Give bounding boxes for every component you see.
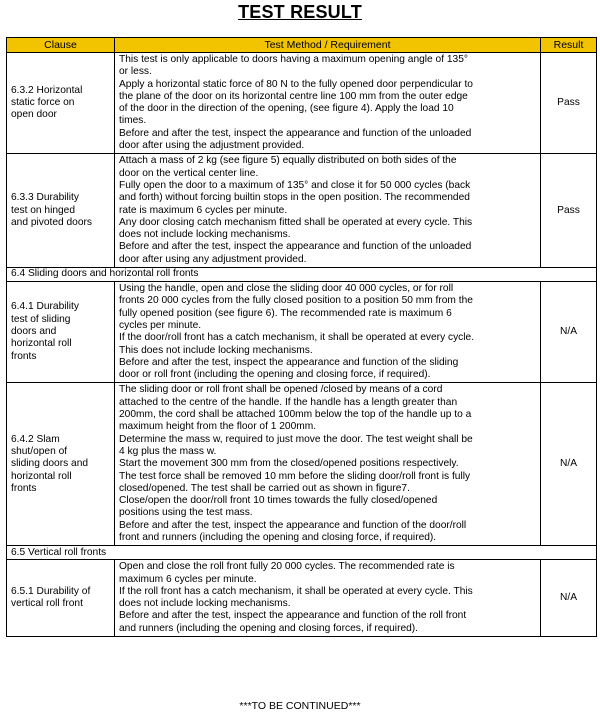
clause-line: static force on [11,97,75,109]
table-header-row [7,38,597,53]
clause-cell [7,53,115,154]
method-line: If the door/roll front has a catch mechanism, it shall be operated at every cycle. [119,332,475,344]
method-line: The sliding door or roll front shall be opened /closed by means of a cord [119,384,443,396]
table-row [7,53,597,154]
clause-line: sliding doors and [11,458,89,470]
method-line: and runners (including the opening and closing forces, if required). [119,622,419,634]
clause-line: 6.3.2 Horizontal [11,84,83,96]
clause-line: shut/open of [11,445,68,457]
result-cell: N/A [541,560,597,637]
method-line: door after using the adjustment provided. [119,140,305,152]
method-line: Using the handle, open and close the sliding door 40 000 cycles, or for roll [119,283,454,295]
method-line: Start the movement 300 mm from the closed/opened positions respectively. [119,458,459,470]
table-row [7,383,597,546]
method-line: positions using the test mass. [119,507,253,519]
continuation-note: ***TO BE CONTINUED*** [239,700,361,712]
clause-line: open door [11,109,57,121]
clause-line: fronts [11,350,37,362]
clause-cell [7,560,115,637]
clause-line: horizontal roll [11,470,72,482]
method-line: Determine the mass w, required to just move the door. The test weight shall be [119,433,473,445]
clause-line: and pivoted doors [11,216,92,228]
method-line: If the roll front has a catch mechanism, it shall be operated at every cycle. This [119,585,473,597]
clause-line: horizontal roll [11,338,72,350]
clause-line: 6.5.1 Durability of [11,585,91,597]
method-line: attached to the centre of the handle. If the handle has a length greater than [119,396,458,408]
method-line: Before and after the test, inspect the appearance and function of the roll front [119,610,467,622]
method-line: Attach a mass of 2 kg (see figure 5) equally distributed on both sides of the [119,155,457,167]
section-heading: 6.4 Sliding doors and horizontal roll fronts [7,268,597,282]
method-cell [115,53,541,154]
method-line: 200mm, the cord shall be attached 100mm below the top of the handle up to a [119,409,472,421]
method-line: and forth) without forcing builtin stops in the open position. The recommended [119,192,470,204]
clause-line: test of sliding [11,313,71,325]
method-cell [115,154,541,268]
method-line: cycles per minute. [119,319,202,331]
clause-line: 6.3.3 Durability [11,192,79,204]
method-line: of the door in the direction of the opening, (see figure 4). Apply the load 10 [119,103,454,115]
method-line: maximum 6 cycles per minute. [119,573,257,585]
section-heading: 6.5 Vertical roll fronts [7,546,597,560]
method-cell [115,560,541,637]
table-row [7,282,597,383]
method-line: or less. [119,66,152,78]
section-row [7,546,597,560]
method-line: closed/opened. The test shall be carried out as shown in figure7. [119,482,410,494]
method-line: times. [119,115,147,127]
clause-line: 6.4.2 Slam [11,433,60,445]
method-line: Before and after the test, inspect the appearance and function of the unloaded [119,241,472,253]
method-line: Before and after the test, inspect the appearance and function of the sliding [119,356,459,368]
clause-line: 6.4.1 Durability [11,301,79,313]
column-header-method: Test Method / Requirement [115,38,541,53]
clause-line: fronts [11,482,37,494]
method-line: Fully open the door to a maximum of 135° and close it for 50 000 cycles (back [119,179,471,191]
result-cell: Pass [541,53,597,154]
method-line: does not include locking mechanisms. [119,229,291,241]
method-line: Before and after the test, inspect the appearance and function of the unloaded [119,127,472,139]
clause-cell [7,383,115,546]
method-line: This does not include locking mechanisms. [119,344,313,356]
method-line: Apply a horizontal static force of 80 N to the fully opened door perpendicular to [119,78,473,90]
page-title: TEST RESULT [238,2,362,22]
clause-line: test on hinged [11,204,76,216]
method-line: door or roll front (including the opening and closing force, if required). [119,369,431,381]
method-line: maximum height from the floor of 1 200mm. [119,421,317,433]
method-cell [115,383,541,546]
column-header-result: Result [541,38,597,53]
method-line: Before and after the test, inspect the appearance and function of the door/roll [119,519,467,531]
method-line: front and runners (including the opening and closing force, if required). [119,531,437,543]
method-line: the plane of the door on its horizontal centre line 100 mm from the outer edge [119,90,468,102]
method-line: fronts 20 000 cycles from the fully closed position to a position 50 mm from the [119,295,473,307]
method-line: door on the vertical center line. [119,167,259,179]
method-line: The test force shall be removed 10 mm before the sliding door/roll front is fully [119,470,471,482]
method-line: does not include locking mechanisms. [119,598,291,610]
method-line: Any door closing catch mechanism fitted shall be operated at every cycle. This [119,216,473,228]
method-line: rate is maximum 6 cycles per minute. [119,204,288,216]
clause-cell [7,154,115,268]
table-row [7,560,597,637]
method-line: 4 kg plus the mass w. [119,445,217,457]
method-line: This test is only applicable to doors having a maximum opening angle of 135° [119,54,468,65]
column-header-clause: Clause [7,38,115,53]
result-cell: N/A [541,282,597,383]
test-result-table [6,37,597,637]
method-line: door after using any adjustment provided. [119,253,307,265]
method-line: fully opened position (see figure 6). The recommended rate is maximum 6 [119,307,452,319]
method-line: Open and close the roll front fully 20 000 cycles. The recommended rate is [119,561,455,573]
clause-line: vertical roll front [11,598,83,610]
clause-line: doors and [11,326,57,338]
table-row [7,154,597,268]
clause-cell [7,282,115,383]
method-line: Close/open the door/roll front 10 times towards the fully closed/opened [119,495,438,507]
method-cell [115,282,541,383]
result-cell: Pass [541,154,597,268]
section-row [7,268,597,282]
result-cell: N/A [541,383,597,546]
